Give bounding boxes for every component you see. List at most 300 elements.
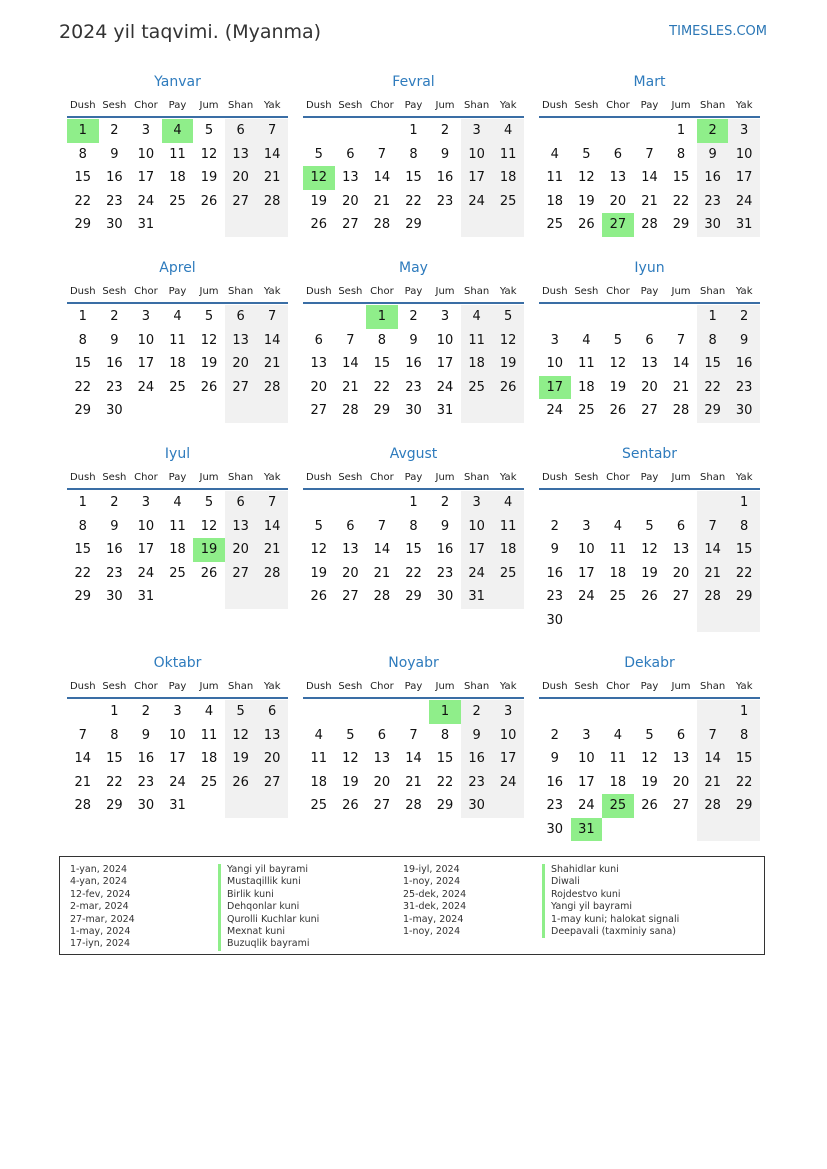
weekday-label: Dush [69, 100, 96, 111]
holiday-day-cell: 12 [303, 166, 335, 190]
day-cell: 24 [137, 193, 155, 209]
day-cell: 26 [225, 771, 257, 795]
weekday-label: Shan [464, 100, 490, 111]
day-cell: 7 [645, 146, 654, 162]
empty-cell [335, 700, 367, 724]
legend-holiday-name: Shahidlar kuni [542, 864, 679, 876]
day-grid [539, 490, 760, 632]
day-cell: 24 [578, 589, 595, 604]
day-cell: 27 [373, 798, 391, 813]
legend-holiday-name: Deepavali (taxminiy sana) [542, 926, 679, 938]
day-cell: 28 [697, 585, 729, 609]
day-cell: 31 [461, 585, 493, 609]
empty-cell [665, 305, 697, 329]
day-cell: 13 [225, 515, 257, 539]
legend-holiday-date: 25-dek, 2024 [403, 888, 467, 900]
day-cell: 3 [550, 332, 559, 348]
month-title: Yanvar [154, 74, 201, 90]
weekday-label: Shan [700, 472, 726, 483]
day-cell: 4 [550, 146, 559, 162]
day-cell: 26 [641, 589, 658, 604]
day-cell: 19 [200, 356, 218, 371]
legend-holiday-date: 1-may, 2024 [403, 913, 464, 925]
empty-cell [634, 818, 666, 842]
legend-holiday-name: Mexnat kuni [218, 926, 319, 938]
weekday-label: Shan [700, 100, 726, 111]
day-cell: 9 [728, 329, 760, 353]
day-cell: 11 [169, 146, 186, 162]
day-cell: 21 [256, 166, 288, 190]
day-cell: 23 [546, 589, 564, 604]
weekday-label: Dush [305, 100, 332, 111]
weekday-label: Shan [464, 681, 490, 692]
weekday-label: Chor [370, 681, 394, 692]
weekday-label: Dush [305, 286, 332, 297]
day-cell: 2 [141, 704, 151, 719]
day-cell: 23 [436, 565, 454, 581]
page-title: 2024 yil taqvimi. (Myanma) [59, 21, 322, 43]
day-cell: 27 [256, 771, 288, 795]
day-cell: 8 [78, 518, 87, 534]
month-dekabr [539, 653, 760, 841]
day-cell: 14 [256, 329, 288, 353]
empty-cell [130, 399, 162, 423]
weekday-label: Shan [228, 286, 254, 297]
weekday-label: Sesh [102, 100, 127, 111]
day-cell: 5 [314, 146, 323, 162]
day-cell: 18 [169, 356, 186, 371]
weekday-label: Pay [168, 286, 187, 297]
legend-holiday-name: Mustaqillik kuni [218, 876, 319, 888]
day-cell: 24 [546, 403, 564, 418]
day-cell: 26 [310, 589, 328, 604]
day-cell: 16 [436, 170, 454, 185]
day-cell: 17 [137, 356, 155, 371]
day-cell: 26 [200, 565, 218, 581]
day-cell: 5 [346, 727, 355, 743]
weekday-label: Yak [263, 472, 281, 483]
day-cell: 19 [641, 774, 658, 790]
day-cell: 24 [436, 379, 454, 395]
day-cell: 21 [405, 774, 422, 790]
day-cell: 13 [672, 751, 690, 766]
day-cell: 21 [641, 193, 658, 209]
day-cell: 22 [405, 193, 422, 209]
day-cell: 4 [314, 727, 323, 743]
day-cell: 27 [641, 403, 658, 418]
month-title: Aprel [159, 260, 196, 276]
weekday-label: Pay [404, 681, 423, 692]
day-cell: 8 [78, 146, 87, 162]
empty-cell [429, 213, 461, 237]
empty-cell [225, 585, 257, 609]
day-cell: 2 [550, 518, 559, 534]
month-iyun [539, 258, 760, 423]
day-grid [67, 304, 288, 423]
empty-cell [571, 119, 603, 143]
day-cell: 1 [110, 704, 119, 719]
empty-cell [665, 609, 697, 633]
weekday-label: Chor [134, 286, 158, 297]
empty-cell [492, 399, 524, 423]
empty-cell [256, 585, 288, 609]
weekday-label: Jum [199, 681, 219, 692]
weekday-label: Dush [69, 472, 96, 483]
day-cell: 5 [492, 305, 524, 329]
empty-cell [193, 794, 225, 818]
weekday-label: Sesh [574, 681, 599, 692]
day-cell: 24 [137, 379, 155, 395]
day-cell: 16 [461, 747, 493, 771]
day-cell: 3 [582, 727, 591, 743]
day-cell: 7 [346, 332, 355, 348]
day-cell: 17 [137, 542, 155, 557]
day-cell: 26 [492, 376, 524, 400]
weekday-label: Jum [671, 681, 691, 692]
legend-holiday-name: Yangi yil bayrami [542, 901, 679, 913]
holiday-day-cell: 27 [602, 213, 634, 237]
day-cell: 2 [409, 309, 418, 324]
day-cell: 14 [641, 170, 658, 185]
day-cell: 26 [310, 217, 328, 232]
day-cell: 18 [546, 193, 564, 209]
day-cell: 27 [342, 217, 359, 232]
weekday-label: Yak [735, 472, 753, 483]
weekday-label: Pay [640, 100, 659, 111]
holiday-day-cell: 1 [366, 305, 398, 329]
day-cell: 15 [74, 542, 92, 557]
day-cell: 22 [74, 565, 92, 581]
day-cell: 9 [110, 518, 119, 534]
empty-cell [728, 818, 760, 842]
weekday-label: Shan [228, 472, 254, 483]
day-cell: 25 [310, 798, 328, 813]
day-cell: 14 [342, 356, 359, 371]
day-cell: 8 [728, 515, 760, 539]
empty-cell [634, 609, 666, 633]
day-cell: 6 [676, 518, 686, 534]
day-grid [303, 118, 524, 237]
holiday-day-cell: 31 [571, 818, 603, 842]
day-cell: 5 [204, 495, 214, 510]
day-cell: 28 [373, 589, 391, 604]
site-link[interactable]: TIMESLES.COM [669, 24, 767, 39]
day-cell: 19 [641, 565, 658, 581]
day-cell: 9 [550, 751, 559, 766]
legend-holiday-date: 19-iyl, 2024 [403, 864, 460, 875]
day-cell: 10 [728, 143, 760, 167]
day-cell: 3 [461, 119, 493, 143]
day-cell: 9 [141, 727, 151, 743]
legend-holiday-name: Birlik kuni [218, 889, 319, 901]
empty-cell [634, 119, 666, 143]
day-cell: 25 [578, 403, 595, 418]
day-cell: 28 [672, 403, 690, 418]
month-noyabr [303, 653, 524, 818]
empty-cell [366, 700, 398, 724]
legend-names-left [218, 864, 319, 951]
day-cell: 7 [78, 727, 87, 743]
day-cell: 15 [74, 170, 92, 185]
day-cell: 2 [110, 123, 119, 138]
weekday-label: Pay [640, 681, 659, 692]
empty-cell [225, 794, 257, 818]
empty-cell [335, 491, 367, 515]
weekday-label: Sesh [574, 100, 599, 111]
day-cell: 25 [492, 562, 524, 586]
day-cell: 16 [405, 356, 422, 371]
weekday-label: Pay [404, 472, 423, 483]
holiday-day-cell: 1 [67, 119, 99, 143]
weekday-label: Jum [199, 472, 219, 483]
day-cell: 13 [225, 329, 257, 353]
day-cell: 29 [436, 798, 454, 813]
weekday-header [303, 468, 524, 490]
day-cell: 8 [409, 518, 418, 534]
day-cell: 5 [204, 123, 214, 138]
day-cell: 5 [645, 727, 654, 743]
day-cell: 10 [137, 518, 155, 534]
empty-cell [162, 213, 194, 237]
weekday-label: Chor [606, 100, 630, 111]
weekday-label: Shan [228, 681, 254, 692]
day-cell: 28 [641, 217, 658, 232]
day-cell: 23 [728, 376, 760, 400]
day-cell: 29 [405, 589, 422, 604]
day-cell: 27 [672, 589, 690, 604]
empty-cell [571, 700, 603, 724]
weekday-label: Yak [735, 100, 753, 111]
weekday-label: Shan [464, 472, 490, 483]
day-cell: 3 [728, 119, 760, 143]
weekday-label: Shan [464, 286, 490, 297]
day-cell: 6 [346, 518, 355, 534]
day-cell: 26 [578, 217, 595, 232]
day-cell: 25 [609, 589, 627, 604]
day-cell: 17 [461, 538, 493, 562]
day-cell: 13 [342, 170, 359, 185]
day-cell: 30 [697, 213, 729, 237]
day-cell: 23 [137, 774, 155, 790]
day-cell: 4 [461, 305, 493, 329]
empty-cell [697, 700, 729, 724]
day-cell: 20 [609, 193, 627, 209]
month-may [303, 258, 524, 423]
day-cell: 23 [106, 565, 123, 581]
day-cell: 2 [440, 495, 450, 510]
day-cell: 18 [461, 352, 493, 376]
legend-holiday-date: 2-mar, 2024 [70, 901, 129, 913]
day-cell: 7 [377, 518, 387, 534]
day-cell: 24 [578, 798, 595, 813]
day-cell: 23 [405, 379, 422, 395]
weekday-label: Sesh [338, 286, 363, 297]
day-cell: 31 [137, 589, 155, 604]
weekday-label: Sesh [574, 286, 599, 297]
day-cell: 24 [137, 565, 155, 581]
day-cell: 21 [373, 193, 391, 209]
day-cell: 13 [373, 751, 391, 766]
day-cell: 11 [578, 356, 595, 371]
weekday-label: Jum [671, 472, 691, 483]
day-cell: 16 [546, 774, 564, 790]
day-cell: 10 [137, 146, 155, 162]
day-cell: 3 [582, 518, 591, 534]
empty-cell [225, 399, 257, 423]
empty-cell [303, 305, 335, 329]
day-cell: 27 [310, 403, 328, 418]
empty-cell [665, 700, 697, 724]
day-cell: 22 [672, 193, 690, 209]
empty-cell [634, 700, 666, 724]
legend-holiday-date: 1-yan, 2024 [70, 864, 127, 875]
weekday-label: Yak [263, 100, 281, 111]
day-grid [67, 118, 288, 237]
empty-cell [303, 119, 335, 143]
empty-cell [634, 491, 666, 515]
day-cell: 9 [409, 332, 418, 348]
empty-cell [492, 213, 524, 237]
weekday-label: Shan [228, 100, 254, 111]
empty-cell [539, 305, 571, 329]
day-cell: 14 [256, 143, 288, 167]
day-cell: 24 [461, 562, 493, 586]
legend-holiday-name: Rojdestvo kuni [542, 889, 679, 901]
empty-cell [256, 213, 288, 237]
weekday-label: Jum [671, 286, 691, 297]
day-cell: 30 [546, 612, 564, 628]
holiday-day-cell: 25 [602, 794, 634, 818]
day-cell: 4 [173, 309, 182, 324]
month-mart [539, 72, 760, 237]
day-cell: 8 [728, 724, 760, 748]
legend-holiday-date: 1-noy, 2024 [403, 876, 461, 888]
day-cell: 5 [204, 309, 214, 324]
day-cell: 10 [492, 724, 524, 748]
day-cell: 9 [110, 332, 119, 348]
day-cell: 19 [342, 774, 359, 790]
day-cell: 21 [697, 562, 729, 586]
day-cell: 12 [641, 542, 658, 557]
day-cell: 9 [110, 146, 119, 162]
legend-holiday-date: 12-fev, 2024 [70, 888, 131, 900]
weekday-label: Pay [168, 472, 187, 483]
day-cell: 25 [169, 379, 186, 395]
weekday-label: Pay [640, 472, 659, 483]
weekday-header [303, 677, 524, 699]
day-cell: 10 [461, 143, 493, 167]
day-cell: 25 [492, 190, 524, 214]
day-cell: 30 [137, 798, 155, 813]
day-cell: 1 [728, 700, 760, 724]
weekday-label: Shan [700, 681, 726, 692]
day-cell: 16 [436, 542, 454, 557]
day-cell: 31 [169, 798, 186, 813]
day-cell: 23 [436, 193, 454, 209]
day-cell: 10 [169, 727, 186, 743]
empty-cell [492, 794, 524, 818]
weekday-label: Sesh [102, 681, 127, 692]
legend-holiday-name: Buzuqlik bayrami [218, 938, 319, 950]
empty-cell [697, 609, 729, 633]
day-cell: 1 [728, 491, 760, 515]
weekday-label: Chor [370, 100, 394, 111]
day-cell: 12 [200, 518, 218, 534]
day-cell: 18 [578, 379, 595, 395]
day-cell: 16 [106, 170, 123, 185]
day-cell: 2 [110, 309, 119, 324]
day-cell: 16 [137, 751, 155, 766]
day-cell: 8 [78, 332, 87, 348]
empty-cell [602, 700, 634, 724]
day-cell: 26 [342, 798, 359, 813]
weekday-label: Shan [700, 286, 726, 297]
day-cell: 9 [697, 143, 729, 167]
day-cell: 15 [728, 538, 760, 562]
day-cell: 18 [609, 774, 627, 790]
day-cell: 30 [405, 403, 422, 418]
day-cell: 21 [342, 379, 359, 395]
empty-cell [665, 818, 697, 842]
empty-cell [571, 491, 603, 515]
day-cell: 19 [310, 565, 328, 581]
holiday-day-cell: 2 [697, 119, 729, 143]
day-cell: 27 [672, 798, 690, 813]
day-cell: 2 [728, 305, 760, 329]
day-cell: 17 [578, 774, 595, 790]
legend-holiday-name: 1-may kuni; halokat signali [542, 914, 679, 926]
day-cell: 20 [641, 379, 658, 395]
empty-cell [571, 609, 603, 633]
day-cell: 31 [436, 403, 454, 418]
weekday-label: Yak [499, 100, 517, 111]
empty-cell [571, 305, 603, 329]
weekday-header [67, 282, 288, 304]
day-cell: 6 [225, 305, 257, 329]
weekday-label: Jum [435, 100, 455, 111]
day-cell: 18 [200, 751, 218, 766]
day-cell: 12 [641, 751, 658, 766]
day-cell: 18 [609, 565, 627, 581]
day-cell: 19 [609, 379, 627, 395]
empty-cell [303, 700, 335, 724]
day-cell: 2 [550, 727, 559, 743]
day-cell: 6 [377, 727, 387, 743]
day-cell: 1 [697, 305, 729, 329]
day-cell: 29 [697, 399, 729, 423]
day-cell: 20 [310, 379, 328, 395]
empty-cell [162, 399, 194, 423]
day-cell: 18 [169, 170, 186, 185]
day-cell: 12 [492, 329, 524, 353]
day-cell: 7 [697, 724, 729, 748]
day-cell: 11 [492, 143, 524, 167]
empty-cell [461, 213, 493, 237]
day-cell: 11 [546, 170, 564, 185]
legend-holiday-date: 31-dek, 2024 [403, 901, 467, 913]
empty-cell [602, 609, 634, 633]
day-grid [303, 490, 524, 609]
day-cell: 11 [609, 751, 627, 766]
day-cell: 5 [314, 518, 323, 534]
legend-holiday-date: 1-may, 2024 [70, 926, 131, 938]
weekday-label: Jum [435, 681, 455, 692]
day-cell: 28 [256, 376, 288, 400]
day-cell: 21 [697, 771, 729, 795]
weekday-label: Yak [499, 681, 517, 692]
day-cell: 17 [728, 166, 760, 190]
day-cell: 29 [106, 798, 123, 813]
